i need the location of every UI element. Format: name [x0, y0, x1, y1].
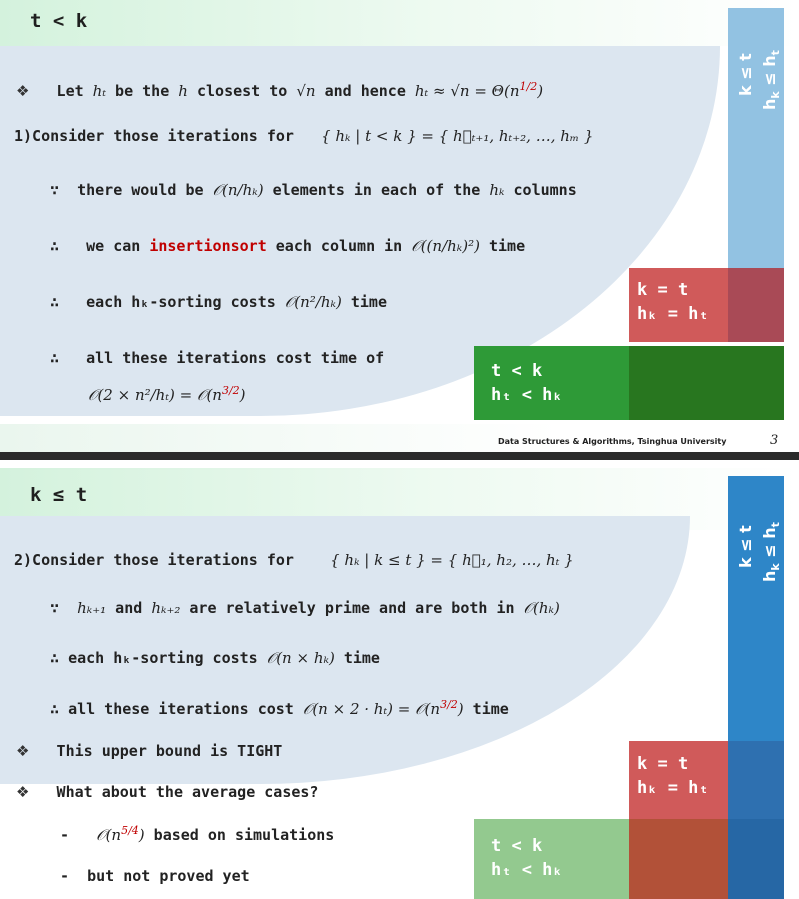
box-k-eq-t-label: k = t hₖ = hₜ — [637, 280, 709, 324]
diamond-bullet-icon: ❖ — [16, 82, 30, 100]
diamond-bullet-icon: ❖ — [16, 742, 30, 760]
average-case-bullet: ❖ What about the average cases? — [16, 783, 319, 801]
not-proved-item: - but not proved yet — [60, 867, 250, 885]
bar-k-le-t — [728, 8, 784, 268]
dash-bullet: - — [60, 867, 70, 885]
because-line: ∵ there would be 𝒪(n/hₖ) elements in each of the hₖ columns — [50, 181, 577, 199]
diamond-bullet-icon: ❖ — [16, 783, 30, 801]
therefore-symbol: ∴ — [50, 293, 60, 311]
tight-bound-bullet: ❖ This upper bound is TIGHT — [16, 742, 283, 760]
box-k-eq-t-overlap — [728, 741, 784, 819]
therefore-symbol: ∴ — [50, 649, 60, 667]
therefore-line-3: ∴ all these iterations cost time of — [50, 349, 385, 367]
box-t-lt-k-overlap — [629, 346, 784, 420]
slide-title: t < k — [30, 10, 88, 32]
bar-k-le-t-label-1: k ≤ t — [736, 525, 755, 568]
because-symbol: ∵ — [50, 181, 60, 199]
bar-k-le-t-label-1: k ≤ t — [736, 53, 755, 96]
consider-line: 2)Consider those iterations for { hₖ | k ≤ t } = { h⃖₁, h₂, …, hₜ } — [14, 551, 574, 569]
therefore-symbol: ∴ — [50, 700, 60, 718]
therefore-line-2: ∴ each hₖ-sorting costs 𝒪(n²/hₖ) time — [50, 293, 387, 311]
therefore-line-1: ∴ each hₖ-sorting costs 𝒪(n × hₖ) time — [50, 649, 380, 667]
title-bar — [0, 0, 799, 46]
bar-k-le-t-label-2: $h_k \le h_t$ — [760, 50, 783, 110]
box-t-lt-k-label: t < k hₜ < hₖ — [491, 361, 563, 405]
because-line: ∵ hₖ₊₁ and hₖ₊₂ are relatively prime and are both in 𝒪(hₖ) — [50, 599, 560, 617]
simulation-item: - $𝒪(n^{5/4})$ based on simulations — [60, 824, 335, 844]
therefore-line-2: ∴ all these iterations cost 𝒪(n × $2 \cdot h_t) = 𝒪(n^{3/2})$ time — [50, 698, 509, 718]
consider-line: 1)Consider those iterations for { hₖ | t < k } = { h⃖ₜ₊₁, hₜ₊₂, …, hₘ } — [14, 127, 594, 145]
result-formula: 𝒪(2 × $n^2/h_t) = 𝒪(n^{3/2})$ — [88, 384, 246, 404]
therefore-symbol: ∴ — [50, 349, 60, 367]
box-k-eq-t-overlap — [728, 268, 784, 342]
slide-separator — [0, 452, 799, 460]
footer-text: Data Structures & Algorithms, Tsinghua University — [498, 437, 727, 446]
therefore-line-1: ∴ we can insertionsort each column in 𝒪((n/hₖ)²) time — [50, 237, 526, 255]
box-k-eq-t-label: k = t hₖ = hₜ — [637, 754, 709, 798]
bar-k-le-t-label-2: $h_k \le h_t$ — [760, 522, 783, 582]
slide-2 — [0, 460, 799, 899]
slide-title: k ≤ t — [30, 484, 88, 506]
box-t-lt-k-overlap-red — [629, 819, 728, 899]
dash-bullet: - — [60, 826, 70, 844]
box-t-lt-k-label: t < k hₜ < hₖ — [491, 836, 563, 880]
box-t-lt-k-overlap-blue — [728, 819, 784, 899]
intro-line: ❖ Let hₜ be the h closest to √n and hence $h_t \approx √n = \Theta(n^{1/2})$ — [16, 80, 544, 100]
because-symbol: ∵ — [50, 599, 60, 617]
therefore-symbol: ∴ — [50, 237, 60, 255]
page-number: 3 — [770, 433, 779, 448]
